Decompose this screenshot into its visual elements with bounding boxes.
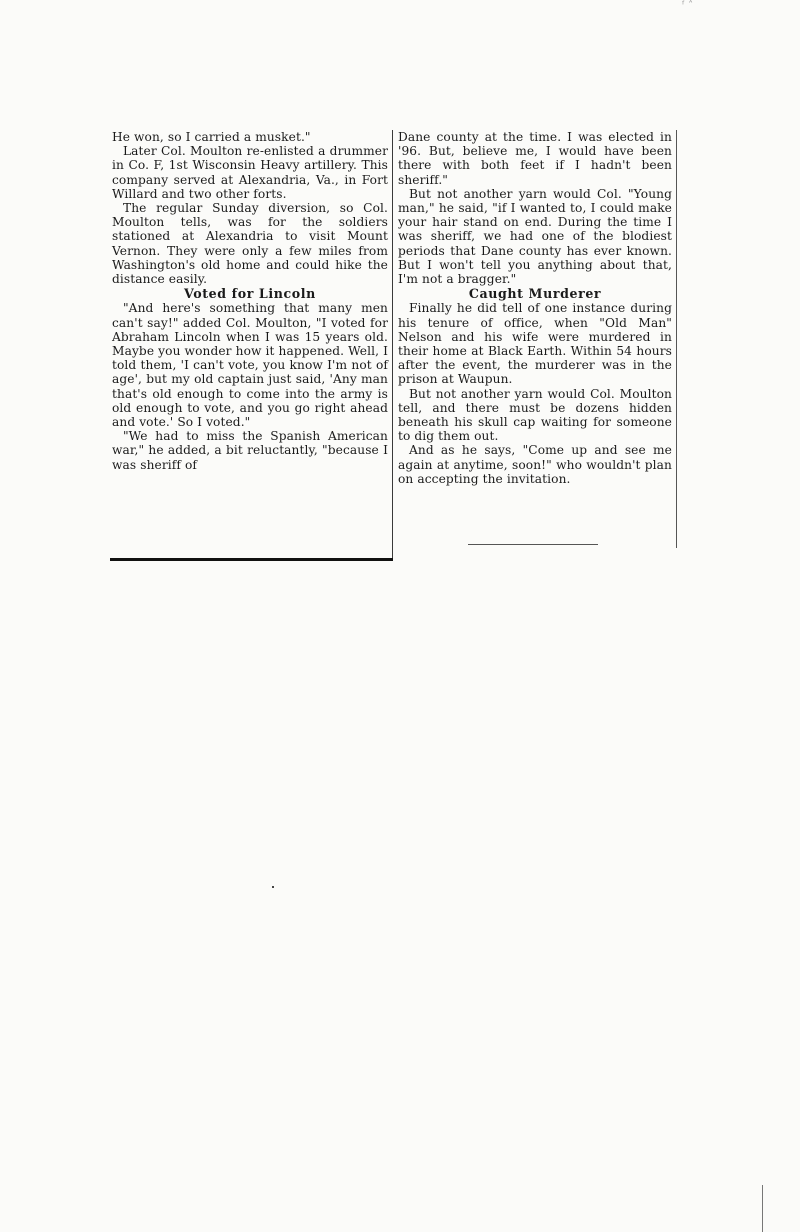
paragraph: "We had to miss the Spanish American war," he added, a bit reluctantly, "because I was sheriff of <box>112 429 388 472</box>
corner-scan-mark: ᶠ ˄ <box>682 0 694 11</box>
subheading-caught-murderer: Caught Murderer <box>468 286 602 302</box>
bottom-rule <box>110 558 393 561</box>
left-column <box>112 130 388 472</box>
scan-speck <box>272 886 274 888</box>
paragraph: "And here's something that many men can't say!" added Col. Moulton, "I voted for Abraham Lincoln when I was 15 years old. Maybe you wonder how it happened. Well, I told them, 'I can't vote, you know I'm not of age', but my old captain just said, 'Any man that's old enough to come into the army is old enough to vote, and you go right ahead and vote.' So I voted." <box>112 301 388 430</box>
paragraph: Later Col. Moulton re-enlisted a drummer in Co. F, 1st Wisconsin Heavy artillery. This company served at Alexandria, Va., in Fort Willard and two other forts. <box>112 144 388 201</box>
column-divider <box>392 130 393 560</box>
paragraph: The regular Sunday diversion, so Col. Moulton tells, was for the soldiers stationed at Alexandria to visit Mount Vernon. They were only a few miles from Washington's old home and could hike the distance easily. <box>112 201 388 287</box>
end-of-article-rule <box>468 544 598 545</box>
paragraph: But not another yarn would Col. Moulton tell, and there must be dozens hidden beneath his skull cap waiting for someone to dig them out. <box>398 386 672 444</box>
page-edge-line <box>762 1185 763 1232</box>
clipping-right-edge <box>676 130 677 548</box>
right-column <box>398 130 672 486</box>
newspaper-clipping <box>110 130 685 570</box>
paragraph: Finally he did tell of one instance during his tenure of office, when "Old Man" Nelson and his wife were murdered in their home at Black Earth. Within 54 hours after the event, the murderer was in the prison at Waupun. <box>398 301 672 387</box>
subheading-voted-for-lincoln: Voted for Lincoln <box>184 286 316 302</box>
paragraph: He won, so I carried a musket." <box>112 130 311 144</box>
paragraph: But not another yarn would Col. "Young man," he said, "if I wanted to, I could make your hair stand on end. During the time I was sheriff, we had one of the blodiest periods that Dane county has ever known. But I won't tell you anything about that, I'm not a bragger." <box>398 186 672 287</box>
paragraph: Dane county at the time. I was elected in '96. But, believe me, I would have been there with both feet if I hadn't been sheriff." <box>398 130 672 187</box>
paragraph: And as he says, "Come up and see me again at anytime, soon!" who wouldn't plan on accepting the invitation. <box>398 443 672 486</box>
